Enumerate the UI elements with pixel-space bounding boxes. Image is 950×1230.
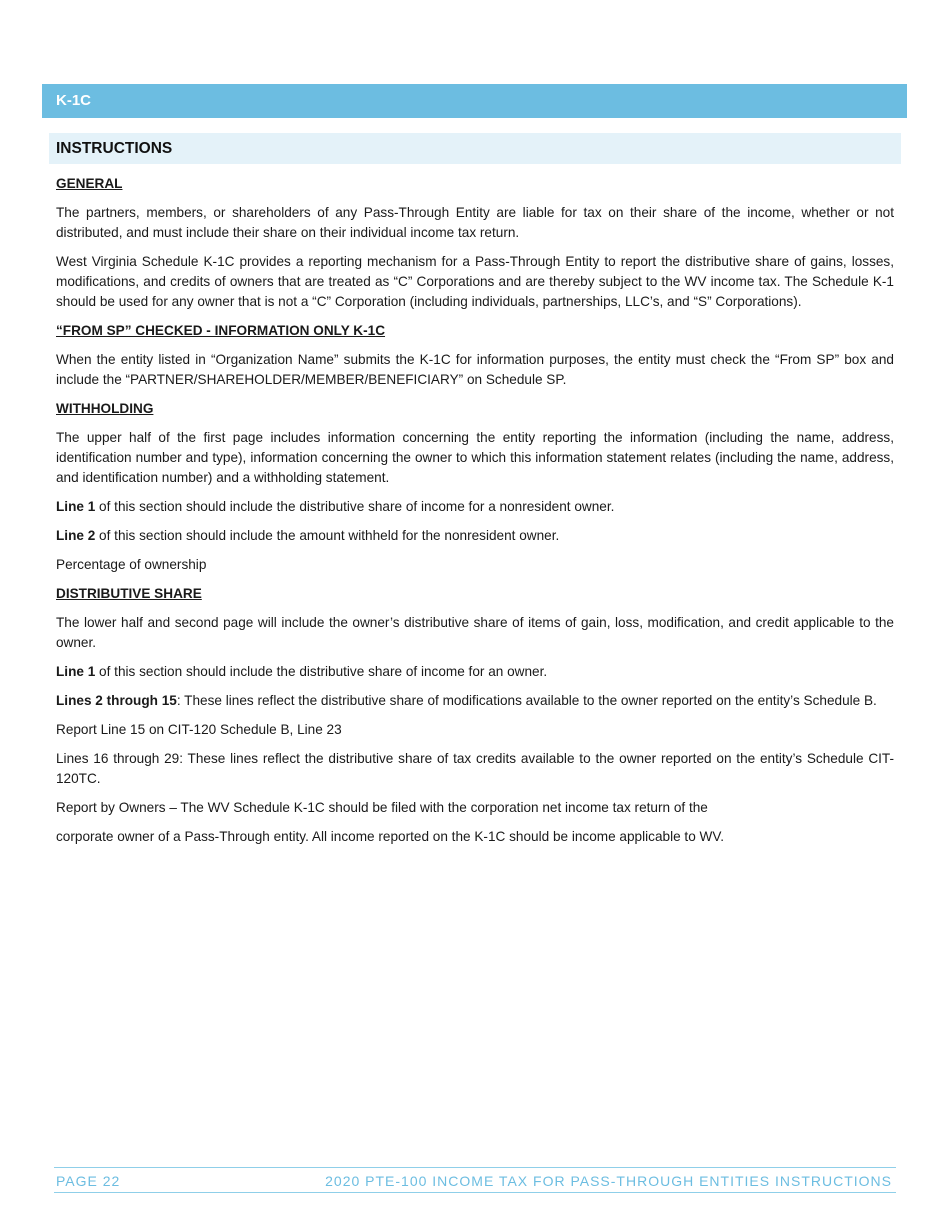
lines-2-through-15-label: Lines 2 through 15 <box>56 693 177 708</box>
lines-16-through-29: Lines 16 through 29: These lines reflect the distributive share of tax credits available to the owner reported on the entity’s Schedule CIT-120TC. <box>56 751 894 786</box>
withholding-heading: WITHHOLDING <box>56 401 154 416</box>
withholding-line-1-text: of this section should include the distributive share of income for a nonresident owner. <box>95 499 615 514</box>
page-footer <box>54 1167 896 1193</box>
percentage-of-ownership: Percentage of ownership <box>56 557 207 572</box>
section-title: INSTRUCTIONS <box>56 140 173 157</box>
distributive-line-1-text: of this section should include the distributive share of income for an owner. <box>95 664 548 679</box>
general-heading: GENERAL <box>56 176 123 191</box>
schedule-title: K-1C <box>56 92 92 109</box>
general-paragraph-2: West Virginia Schedule K-1C provides a reporting mechanism for a Pass-Through Entity to report the distributive share of gains, losses, modifications, and credits of owners that are treated as “C” Corporations and are thereby subject to the WV income tax. The Schedule K-1 should be used for any owner that is not a “C” Corporation (including individuals, partnerships, LLC’s, and “S” Corporations). <box>56 254 894 309</box>
from-sp-heading: “FROM SP” CHECKED - INFORMATION ONLY K-1C <box>56 323 386 338</box>
withholding-line-2-label: Line 2 <box>56 528 96 543</box>
report-by-owners-line-1: Report by Owners – The WV Schedule K-1C should be filed with the corporation net income tax return of the <box>56 800 708 815</box>
withholding-line-2-text: of this section should include the amount withheld for the nonresident owner. <box>95 528 560 543</box>
lines-2-through-15-text: : These lines reflect the distributive share of modifications available to the owner reported on the entity’s Schedule B. <box>176 693 877 708</box>
report-by-owners-line-2: corporate owner of a Pass-Through entity. All income reported on the K-1C should be income applicable to WV. <box>56 829 724 844</box>
withholding-line-1-label: Line 1 <box>56 499 96 514</box>
distributive-line-1 <box>56 662 894 682</box>
instructions-body <box>56 174 894 856</box>
report-line-15: Report Line 15 on CIT-120 Schedule B, Line 23 <box>56 722 342 737</box>
page-number: PAGE 22 <box>56 1173 121 1189</box>
distributive-line-1-label: Line 1 <box>56 664 96 679</box>
distributive-share-heading: DISTRIBUTIVE SHARE <box>56 586 202 601</box>
withholding-line-1 <box>56 497 894 517</box>
section-title-bar <box>49 133 901 164</box>
from-sp-paragraph: When the entity listed in “Organization Name” submits the K-1C for information purposes, the entity must check the “From SP” box and include the “PARTNER/SHAREHOLDER/MEMBER/BENEFICIARY” on Schedule SP. <box>56 352 894 387</box>
lines-2-through-15 <box>56 691 894 711</box>
general-paragraph-1: The partners, members, or shareholders of any Pass-Through Entity are liable for tax on their share of the income, whether or not distributed, and must include their share on their individual income tax return. <box>56 205 894 240</box>
document-title: 2020 PTE-100 INCOME TAX FOR PASS-THROUGH ENTITIES INSTRUCTIONS <box>325 1173 892 1189</box>
distributive-share-paragraph: The lower half and second page will include the owner’s distributive share of items of gain, loss, modification, and credit applicable to the owner. <box>56 615 894 650</box>
withholding-line-2 <box>56 526 894 546</box>
withholding-paragraph: The upper half of the first page includes information concerning the entity reporting the information (including the name, address, identification number and type), information concerning the owner to which this information statement relates (including the name, address, and identification number) and a withholding statement. <box>56 430 894 485</box>
schedule-title-bar <box>42 84 907 118</box>
